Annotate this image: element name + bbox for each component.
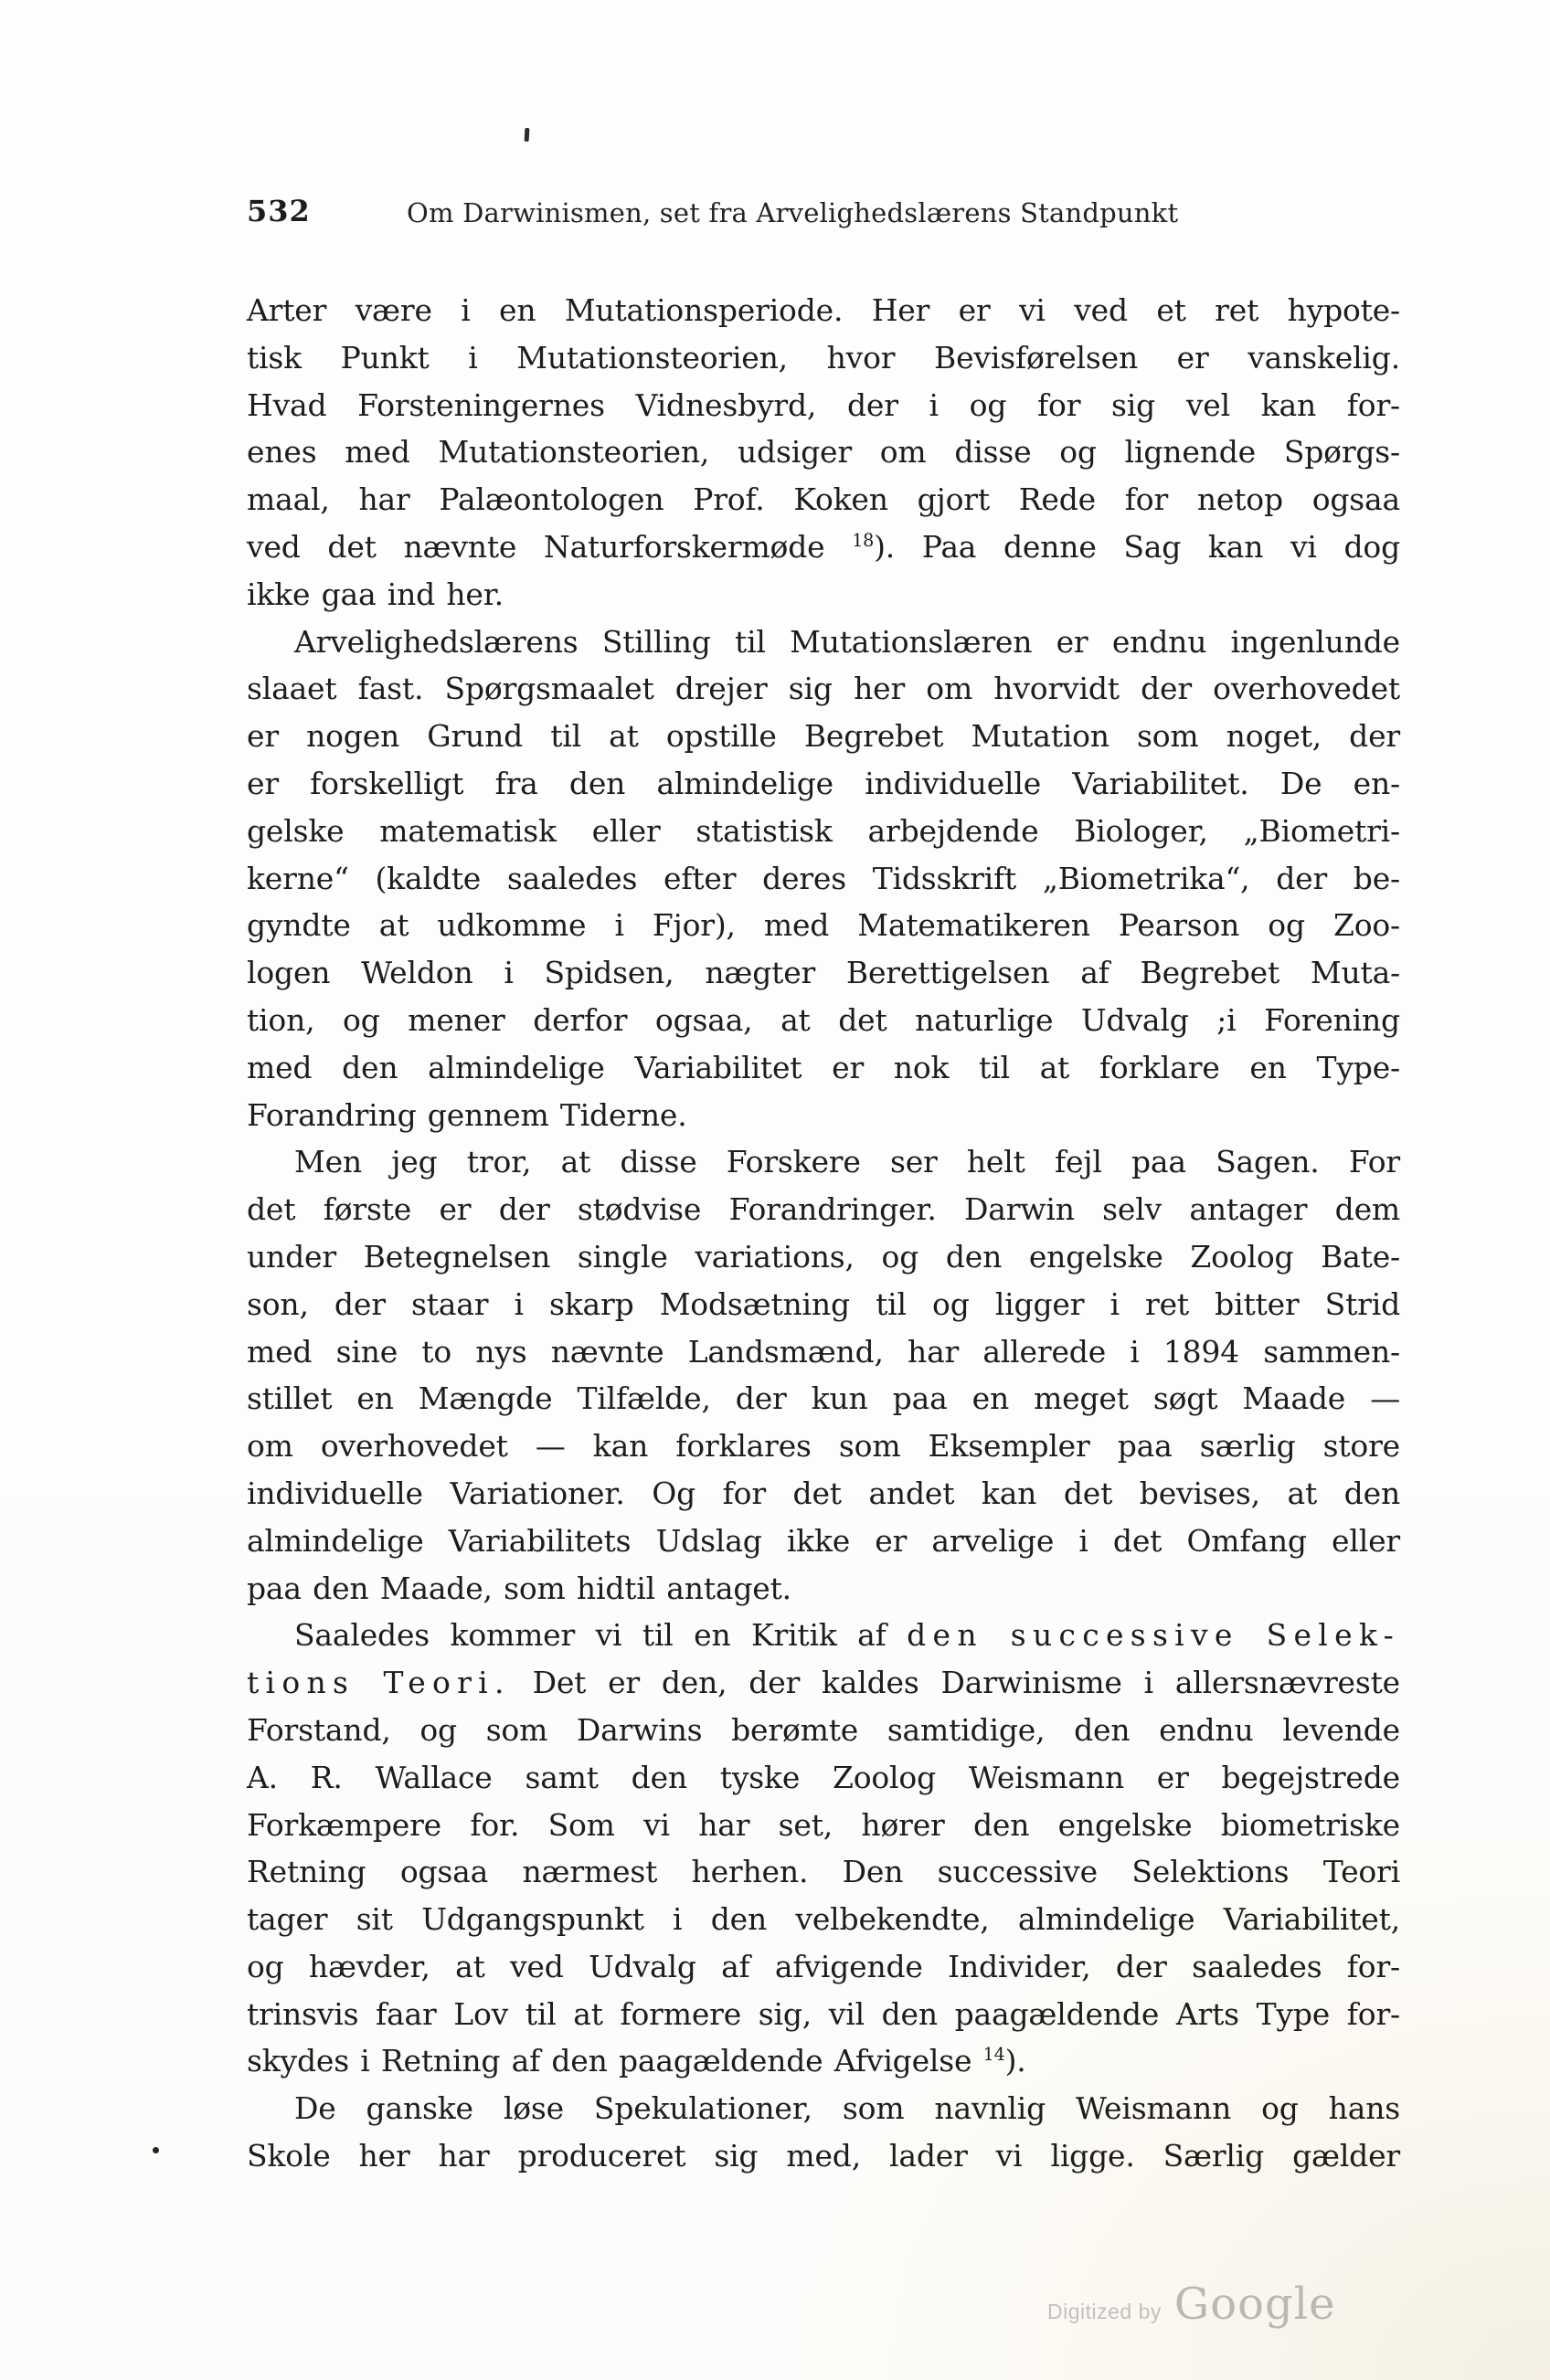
paragraph <box>247 2085 1400 2180</box>
running-title: Om Darwinismen, set fra Arvelighedslærens Standpunkt <box>407 197 1179 228</box>
text-line <box>247 1186 1400 1233</box>
text-segment: Retning ogsaa nærmest herhen. Den successive Selektions Teori <box>247 1854 1400 1890</box>
text-line <box>247 949 1400 997</box>
text-segment: Men jeg tror, at disse Forskere ser helt fejl paa Sagen. For <box>294 1144 1400 1180</box>
text-line <box>247 428 1400 476</box>
text-segment: Det er den, der kaldes Darwinisme i allersnævreste <box>510 1665 1400 1701</box>
text-line <box>247 902 1400 949</box>
text-line <box>247 2037 1400 2085</box>
page-number: 532 <box>247 194 311 228</box>
text-segment: tion, og mener derfor ogsaa, at det naturlige Udvalg ;i Forening <box>247 1001 1400 1038</box>
text-segment: det første er der stødvise Forandringer. Darwin selv antager dem <box>247 1191 1400 1228</box>
paragraph <box>247 1612 1400 2085</box>
text-segment: A. R. Wallace samt den tyske Zoolog Weismann er begejstrede <box>247 1759 1400 1795</box>
text-line <box>247 1375 1400 1423</box>
text-line <box>247 1943 1400 1991</box>
text-line <box>247 1848 1400 1896</box>
text-line <box>247 2132 1400 2180</box>
text-segment: De ganske løse Spekulationer, som navnlig Weismann og hans <box>294 2090 1400 2127</box>
paragraph <box>247 1138 1400 1612</box>
google-logo: Google <box>1173 2279 1336 2330</box>
text-line <box>247 1044 1400 1092</box>
text-line <box>247 760 1400 808</box>
text-segment: individuelle Variationer. Og for det andet kan det bevises, at den <box>247 1475 1400 1511</box>
text-segment: stillet en Mængde Tilfælde, der kun paa en meget søgt Maade — <box>247 1380 1400 1417</box>
text-segment: ikke gaa ind her. <box>247 576 504 612</box>
text-segment: ). Paa denne Sag kan vi dog <box>874 528 1400 565</box>
text-line <box>247 2085 1400 2132</box>
text-line <box>247 997 1400 1044</box>
text-segment: Forandring gennem Tiderne. <box>247 1096 687 1133</box>
text-segment: med sine to nys nævnte Landsmænd, har allerede i 1894 sammen- <box>247 1333 1400 1370</box>
text-segment: ved det nævnte Naturforskermøde <box>247 528 853 565</box>
text-segment: ). <box>1004 2043 1026 2079</box>
text-segment: med den almindelige Variabilitet er nok til at forklare en Type- <box>247 1049 1400 1085</box>
text-line <box>247 382 1400 429</box>
text-line <box>247 713 1400 760</box>
text-segment: tisk Punkt i Mutationsteorien, hvor Bevisførelsen er vanskelig. <box>247 339 1400 376</box>
text-line <box>247 1659 1400 1707</box>
text-segment: kerne“ (kaldte saaledes efter deres Tidsskrift „Biometrika“, der be- <box>247 860 1400 896</box>
text-segment: gyndte at udkomme i Fjor), med Matematikeren Pearson og Zoo- <box>247 907 1400 944</box>
text-segment: almindelige Variabilitets Udslag ikke er arvelige i det Omfang eller <box>247 1522 1400 1559</box>
text-segment: er forskelligt fra den almindelige individuelle Variabilitet. De en- <box>247 765 1400 801</box>
text-segment: enes med Mutationsteorien, udsiger om disse og lignende Spørgs- <box>247 434 1400 471</box>
text-segment: er nogen Grund til at opstille Begrebet Mutation som noget, der <box>247 718 1400 755</box>
text-line <box>247 334 1400 382</box>
text-segment: Arvelighedslærens Stilling til Mutationslæren er endnu ingenlunde <box>294 623 1400 660</box>
digitization-credit <box>1047 2279 1336 2330</box>
text-segment: trinsvis faar Lov til at formere sig, vil den paagældende Arts Type for- <box>247 1995 1400 2032</box>
digitized-by-label: Digitized by <box>1047 2300 1162 2323</box>
paragraph <box>247 287 1400 619</box>
footnote-reference: 18 <box>852 529 875 551</box>
text-segment: gelske matematisk eller statistisk arbejdende Biologer, „Biometri- <box>247 812 1400 849</box>
text-line <box>247 1754 1400 1802</box>
text-segment: og hævder, at ved Udvalg af afvigende Individer, der saaledes for- <box>247 1948 1400 1984</box>
text-segment: son, der staar i skarp Modsætning til og ligger i ret bitter Strid <box>247 1285 1400 1322</box>
text-line <box>247 1138 1400 1186</box>
running-header <box>247 194 1400 232</box>
text-segment: skydes i Retning af den paagældende Afvigelse <box>247 2043 983 2079</box>
text-line <box>247 1281 1400 1328</box>
text-segment: under Betegnelsen single variations, og den engelske Zoolog Bate- <box>247 1238 1400 1275</box>
text-line <box>247 619 1400 666</box>
text-segment: logen Weldon i Spidsen, nægter Berettigelsen af Begrebet Muta- <box>247 955 1400 991</box>
text-segment: Saaledes kommer vi til en Kritik af <box>294 1617 908 1654</box>
text-line <box>247 524 1400 571</box>
text-line <box>247 1896 1400 1943</box>
scan-artifact-dot <box>153 2147 159 2153</box>
text-line <box>247 1518 1400 1565</box>
text-segment: tager sit Udgangspunkt i den velbekendte, almindelige Variabilitet, <box>247 1901 1400 1938</box>
text-line <box>247 1802 1400 1849</box>
text-line <box>247 1565 1400 1613</box>
text-line <box>247 476 1400 524</box>
text-line <box>247 571 1400 619</box>
text-line <box>247 1612 1400 1659</box>
paragraph <box>247 619 1400 1139</box>
text-line <box>247 855 1400 903</box>
text-segment: slaaet fast. Spørgsmaalet drejer sig her om hvorvidt der overhovedet <box>247 671 1400 707</box>
text-segment: om overhovedet — kan forklares som Eksempler paa særlig store <box>247 1428 1400 1465</box>
text-segment: Forstand, og som Darwins berømte samtidige, den endnu levende <box>247 1711 1400 1748</box>
text-line <box>247 1707 1400 1754</box>
text-segment: Hvad Forsteningernes Vidnesbyrd, der i og for sig vel kan for- <box>247 386 1400 423</box>
text-segment: den successive Selek- <box>907 1617 1400 1654</box>
text-line <box>247 1470 1400 1518</box>
text-segment: Arter være i en Mutationsperiode. Her er vi ved et ret hypote- <box>247 292 1400 328</box>
text-segment: Forkæmpere for. Som vi har set, hører den engelske biometriske <box>247 1806 1400 1843</box>
text-line <box>247 287 1400 334</box>
text-segment: Skole her har produceret sig med, lader vi ligge. Særlig gælder <box>247 2138 1400 2174</box>
text-line <box>247 665 1400 713</box>
text-line <box>247 808 1400 855</box>
text-segment: tions Teori. <box>247 1665 511 1701</box>
text-line <box>247 1233 1400 1281</box>
body-text <box>247 287 1400 2180</box>
scan-artifact-tick <box>525 128 530 142</box>
text-line <box>247 1423 1400 1470</box>
text-segment: maal, har Palæontologen Prof. Koken gjort Rede for netop ogsaa <box>247 481 1400 518</box>
text-line <box>247 1328 1400 1376</box>
text-line <box>247 1092 1400 1139</box>
text-segment: paa den Maade, som hidtil antaget. <box>247 1570 791 1606</box>
footnote-reference: 14 <box>982 2044 1005 2066</box>
text-line <box>247 1991 1400 2038</box>
